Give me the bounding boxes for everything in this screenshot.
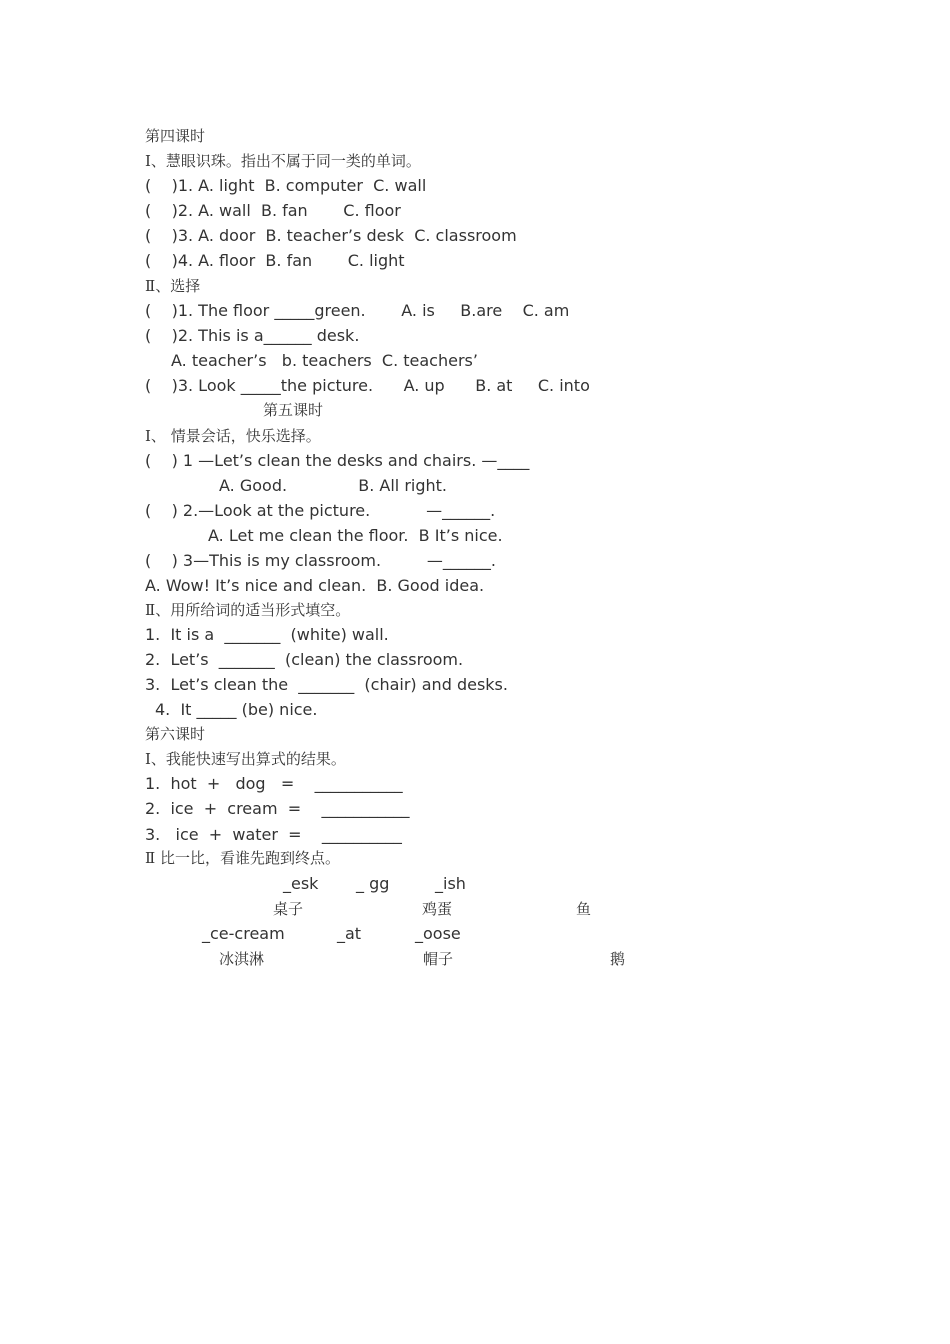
word-fill-ce-cream: _ce-cream — [202, 924, 285, 943]
lesson5-sec1-item-1-options: A. Good. B. All right. — [219, 476, 448, 495]
lesson4-sec1-item-2: ( )2. A. wall B. fan C. floor — [145, 201, 401, 220]
lesson5-sec1-item-2-options: A. Let me clean the floor. B It’s nice. — [208, 526, 503, 545]
lesson6-sec1-item-2: 2. ice + cream = ___________ — [145, 799, 410, 818]
lesson6-sec1-item-1: 1. hot + dog = ___________ — [145, 774, 403, 793]
lesson4-sec2-item-2-options: A. teacher’s b. teachers C. teachers’ — [171, 351, 478, 370]
lesson5-sec2-item-3: 3. Let’s clean the _______ (chair) and desks. — [145, 675, 508, 694]
word-fill-esk: _esk — [283, 874, 319, 893]
lesson4-sec2-item-3: ( )3. Look _____the picture. A. up B. at C. into — [145, 376, 590, 395]
lesson4-sec2-item-2: ( )2. This is a______ desk. — [145, 326, 360, 345]
lesson5-sec1-item-3: ( ) 3—This is my classroom. —______. — [145, 551, 496, 570]
lesson5-title: 第五课时 — [263, 401, 324, 419]
lesson4-sec1-item-3: ( )3. A. door B. teacher’s desk C. classroom — [145, 226, 517, 245]
lesson5-sec2-item-2: 2. Let’s _______ (clean) the classroom. — [145, 650, 464, 669]
meaning-hat: 帽子 — [423, 950, 454, 968]
lesson5-sec2-item-1: 1. It is a _______ (white) wall. — [145, 625, 389, 644]
lesson6-section2-title: Ⅱ 比一比，看谁先跑到终点。 — [145, 849, 340, 867]
word-fill-at: _at — [337, 924, 362, 943]
lesson5-section2-title: Ⅱ、用所给词的适当形式填空。 — [145, 601, 351, 619]
lesson4-title: 第四课时 — [145, 127, 206, 145]
meaning-desk: 桌子 — [273, 900, 304, 918]
meaning-egg: 鸡蛋 — [422, 900, 453, 918]
meaning-goose: 鹅 — [610, 950, 626, 968]
lesson4-sec1-item-1: ( )1. A. light B. computer C. wall — [145, 176, 427, 195]
word-fill-ish: _ish — [435, 874, 466, 893]
lesson6-section1-title: Ⅰ、我能快速写出算式的结果。 — [145, 750, 346, 768]
lesson5-sec1-item-3-options: A. Wow! It’s nice and clean. B. Good idea. — [145, 576, 485, 595]
lesson5-section1-title: Ⅰ、 情景会话，快乐选择。 — [145, 427, 321, 445]
meaning-fish: 鱼 — [576, 900, 592, 918]
meaning-ice-cream: 冰淇淋 — [219, 950, 265, 968]
lesson5-sec1-item-1: ( ) 1 —Let’s clean the desks and chairs. —____ — [145, 451, 530, 470]
lesson4-section1-title: Ⅰ、慧眼识珠。指出不属于同一类的单词。 — [145, 152, 421, 170]
lesson5-sec1-item-2: ( ) 2.—Look at the picture. —______. — [145, 501, 496, 520]
lesson6-sec1-item-3: 3. ice + water = __________ — [145, 825, 402, 844]
word-fill-gg: _ gg — [356, 874, 390, 893]
lesson4-sec1-item-4: ( )4. A. floor B. fan C. light — [145, 251, 405, 270]
lesson4-sec2-item-1: ( )1. The floor _____green. A. is B.are C. am — [145, 301, 570, 320]
lesson4-section2-title: Ⅱ、选择 — [145, 277, 201, 295]
lesson6-title: 第六课时 — [145, 725, 206, 743]
lesson5-sec2-item-4: 4. It _____ (be) nice. — [155, 700, 318, 719]
word-fill-oose: _oose — [415, 924, 461, 943]
